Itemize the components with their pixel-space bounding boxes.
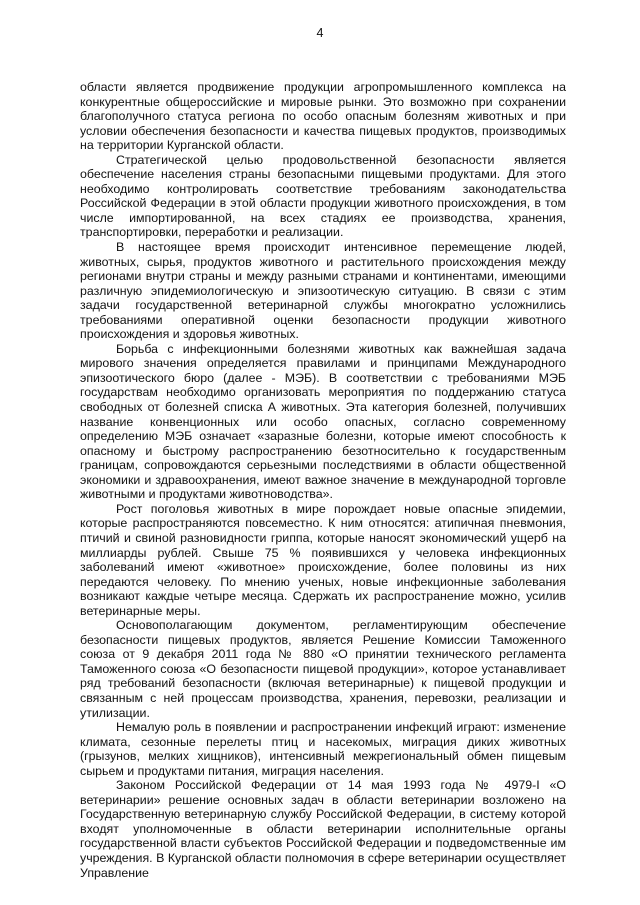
document-body [80, 80, 566, 880]
paragraph-epidemics: Рост поголовья животных в мире порождает новые опасные эпидемии, которые распространяются повсеместно. К ним относятся: атипичная пневмония, птичий и свиной разновидности гриппа, которые наносят экономический ущерб на миллиарды рублей. Свыше 75 % появившихся у человека инфекционных заболеваний имеют «животное» происхождение, более половины из них передаются человеку. По мнению ученых, новые инфекционные заболевания возникают каждые четыре месяца. Сдержать их распространение можно, усилив ветеринарные меры. [80, 501, 566, 618]
paragraph-infection-factors: Немалую роль в появлении и распространении инфекций играют: изменение климата, сезонные перелеты птиц и насекомых, миграция диких животных (грызунов, мелких хищников), интенсивный межрегиональный обмен пищевым сырьем и продуктами питания, миграция населения. [80, 720, 566, 778]
paragraph-oie: Борьба с инфекционными болезнями животных как важнейшая задача мирового значения определяется правилами и принципами Международного эпизоотического бюро (далее - МЭБ). В соответствии с требованиями МЭБ государствам необходимо организовать мероприятия по поддержанию статуса свободных от болезней списка А животных. Эта категория болезней, получивших название конвенционных или особо опасных, согласно современному определению МЭБ означает «заразные болезни, которые имеют способность к опасному и быстрому распространению безотносительно к государственным границам, сопровождаются серьезными последствиями в области общественной экономики и здравоохранения, имеют важное значение в международной торговле животными и продуктами животноводства». [80, 341, 566, 502]
page-number: 4 [316, 26, 324, 40]
paragraph-strategic-goal: Стратегической целью продовольственной безопасности является обеспечение населения страны безопасными пищевыми продуктами. Для этого необходимо контролировать соответствие требованиям законодательства Российской Федерации в этой области продукции животного происхождения, в том числе импортированной, на всех стадиях ее производства, хранения, транспортировки, переработки и реализации. [80, 152, 566, 240]
paragraph-customs-union: Основополагающим документом, регламентирующим обеспечение безопасности пищевых продуктов, является Решение Комиссии Таможенного союза от 9 декабря 2011 года № 880 «О принятии технического регламента Таможенного союза «О безопасности пищевой продукции», которое устанавливает ряд требований безопасности (включая ветеринарные) к пищевой продукции и связанным с ней процессам производства, хранения, перевозки, реализации и утилизации. [80, 618, 566, 720]
paragraph-movement: В настоящее время происходит интенсивное перемещение людей, животных, сырья, продуктов животного и растительного происхождения между регионами внутри страны и между разными странами и континентами, имеющими различную эпидемиологическую и эпизоотическую ситуацию. В связи с этим задачи государственной ветеринарной службы многократно усложнились требованиями оперативной оценки безопасности продукции животного происхождения и здоровья животных. [80, 240, 566, 342]
paragraph-veterinary-law: Законом Российской Федерации от 14 мая 1993 года № 4979-I «О ветеринарии» решение основных задач в области ветеринарии возложено на Государственную ветеринарную службу Российской Федерации, в систему которой входят уполномоченные в области ветеринарии исполнительные органы государственной власти субъектов Российской Федерации и подведомственные им учреждения. В Курганской области полномочия в сфере ветеринарии осуществляет Управление [80, 778, 566, 880]
paragraph-continuation: области является продвижение продукции агропромышленного комплекса на конкурентные общероссийские и мировые рынки. Это возможно при сохранении благополучного статуса региона по особо опасным болезням животных и при условии обеспечения безопасности и качества пищевых продуктов, производимых на территории Курганской области. [80, 80, 566, 153]
